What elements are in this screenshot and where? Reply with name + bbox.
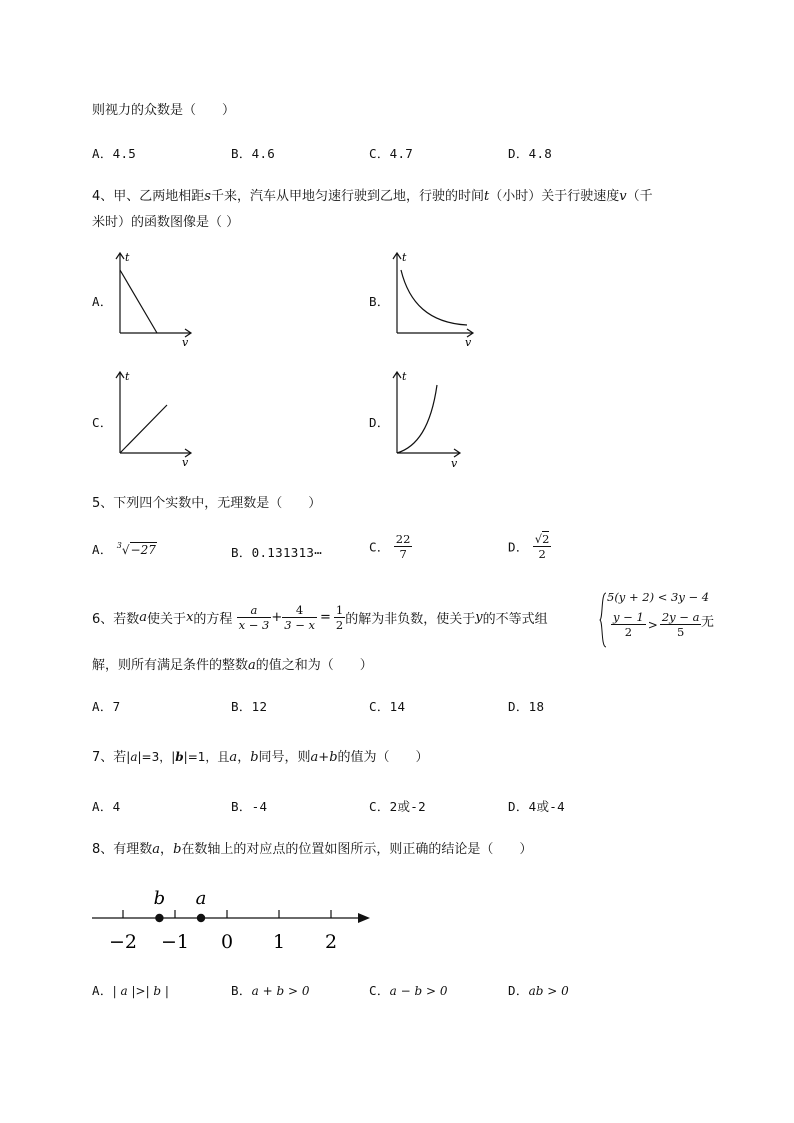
q4-graph-b: [389, 248, 479, 348]
number-line: [90, 882, 380, 954]
q3-option-a[interactable]: A．4.5: [92, 146, 137, 161]
q5-option-d[interactable]: D． $\frac{√2}{2}$: [508, 532, 550, 561]
number-line-point-label-a: a: [195, 888, 207, 909]
svg-text:t: t: [402, 370, 407, 383]
number-line-tick-label: −1: [160, 931, 190, 953]
q4-stem-line2: 米时）的函数图像是（ ）: [92, 215, 240, 230]
q6-option-b[interactable]: B．12: [231, 699, 268, 714]
q4-d-curve: [397, 385, 437, 453]
q4-graph-a: [112, 248, 197, 348]
svg-text:v: v: [465, 336, 472, 348]
svg-text:t: t: [402, 251, 407, 264]
q8-option-a[interactable]: A．| a |>| b |: [92, 983, 169, 998]
q8-option-b[interactable]: B．a + b > 0: [231, 983, 310, 998]
q4-c-curve: [120, 405, 167, 453]
q6-option-d[interactable]: D．18: [508, 699, 545, 714]
q6-stem-wrap: 无: [701, 615, 715, 630]
q4-a-curve: [120, 270, 157, 333]
q4-stem-line1: 4、甲、乙两地相距s千来，汽车从甲地匀速行驶到乙地，行驶的时间t（小时）关于行驶速度v（千: [92, 189, 653, 204]
q8-option-d[interactable]: D．ab > 0: [508, 983, 569, 998]
q3-option-c[interactable]: C．4.7: [369, 146, 414, 161]
q6-stem-line1: 6、若数a使关于x的方程 $\frac{a}{x - 3}$ + $\frac{4}{3 - x}$ = $\frac{1}{2}$ 的解为非负数，使关于y的不等式组: [92, 603, 548, 632]
q4-graph-c: [112, 367, 197, 469]
axis-v-label: v: [182, 336, 189, 348]
q6-fraction-3: $\frac{1}{2}$: [335, 603, 344, 632]
q4-b-curve: [401, 270, 467, 325]
number-line-tick-label: 2: [324, 931, 338, 953]
q4-option-a-label[interactable]: A．: [92, 294, 113, 309]
q7-option-c[interactable]: C．2或-2: [369, 799, 426, 814]
number-line-point-label-b: b: [153, 888, 166, 909]
number-line-tick-label: −2: [108, 931, 138, 953]
q4-option-b-label[interactable]: B．: [369, 294, 390, 309]
svg-text:v: v: [451, 457, 458, 470]
q4-option-d-label[interactable]: D．: [369, 415, 390, 430]
q8-option-c[interactable]: C．a − b > 0: [369, 983, 448, 998]
number-line-tick-label: 1: [272, 931, 286, 953]
q6-stem-line2: 解，则所有满足条件的整数a的值之和为（ ）: [92, 658, 373, 673]
q6-fraction-1: $\frac{a}{x - 3}$: [238, 603, 270, 632]
number-line-point-b: [155, 914, 163, 922]
q6-option-a[interactable]: A．7: [92, 699, 121, 714]
svg-text:v: v: [182, 456, 189, 469]
q7-option-b[interactable]: B．-4: [231, 799, 268, 814]
q5-option-b[interactable]: B．0.131313⋯: [231, 545, 323, 560]
number-line-arrow: [358, 913, 370, 923]
q4-graph-d: [389, 367, 469, 471]
axis-t-label: t: [125, 251, 130, 264]
q7-option-d[interactable]: D．4或-4: [508, 799, 565, 814]
q5-option-a[interactable]: A． $^3$√−27: [92, 541, 156, 557]
q5-stem: 5、下列四个实数中，无理数是（ ）: [92, 496, 322, 511]
q6-option-c[interactable]: C．14: [369, 699, 406, 714]
q3-stem-tail: 则视力的众数是（ ）: [92, 103, 236, 118]
q5-option-c[interactable]: C． $\frac{22}{7}$: [369, 532, 411, 561]
q6-fraction-2: $\frac{4}{3 - x}$: [284, 603, 315, 632]
number-line-point-a: [197, 914, 205, 922]
q3-option-b[interactable]: B．4.6: [231, 146, 276, 161]
q4-option-c-label[interactable]: C．: [92, 415, 113, 430]
q7-option-a[interactable]: A．4: [92, 799, 121, 814]
q8-stem: 8、有理数a，b在数轴上的对应点的位置如图所示，则正确的结论是（ ）: [92, 842, 533, 857]
q7-stem: 7、若|a|=3，|b|=1，且a，b同号，则a+b的值为（ ）: [92, 750, 429, 765]
number-line-tick-label: 0: [220, 931, 234, 953]
svg-text:t: t: [125, 370, 130, 383]
q3-option-d[interactable]: D．4.8: [508, 146, 553, 161]
